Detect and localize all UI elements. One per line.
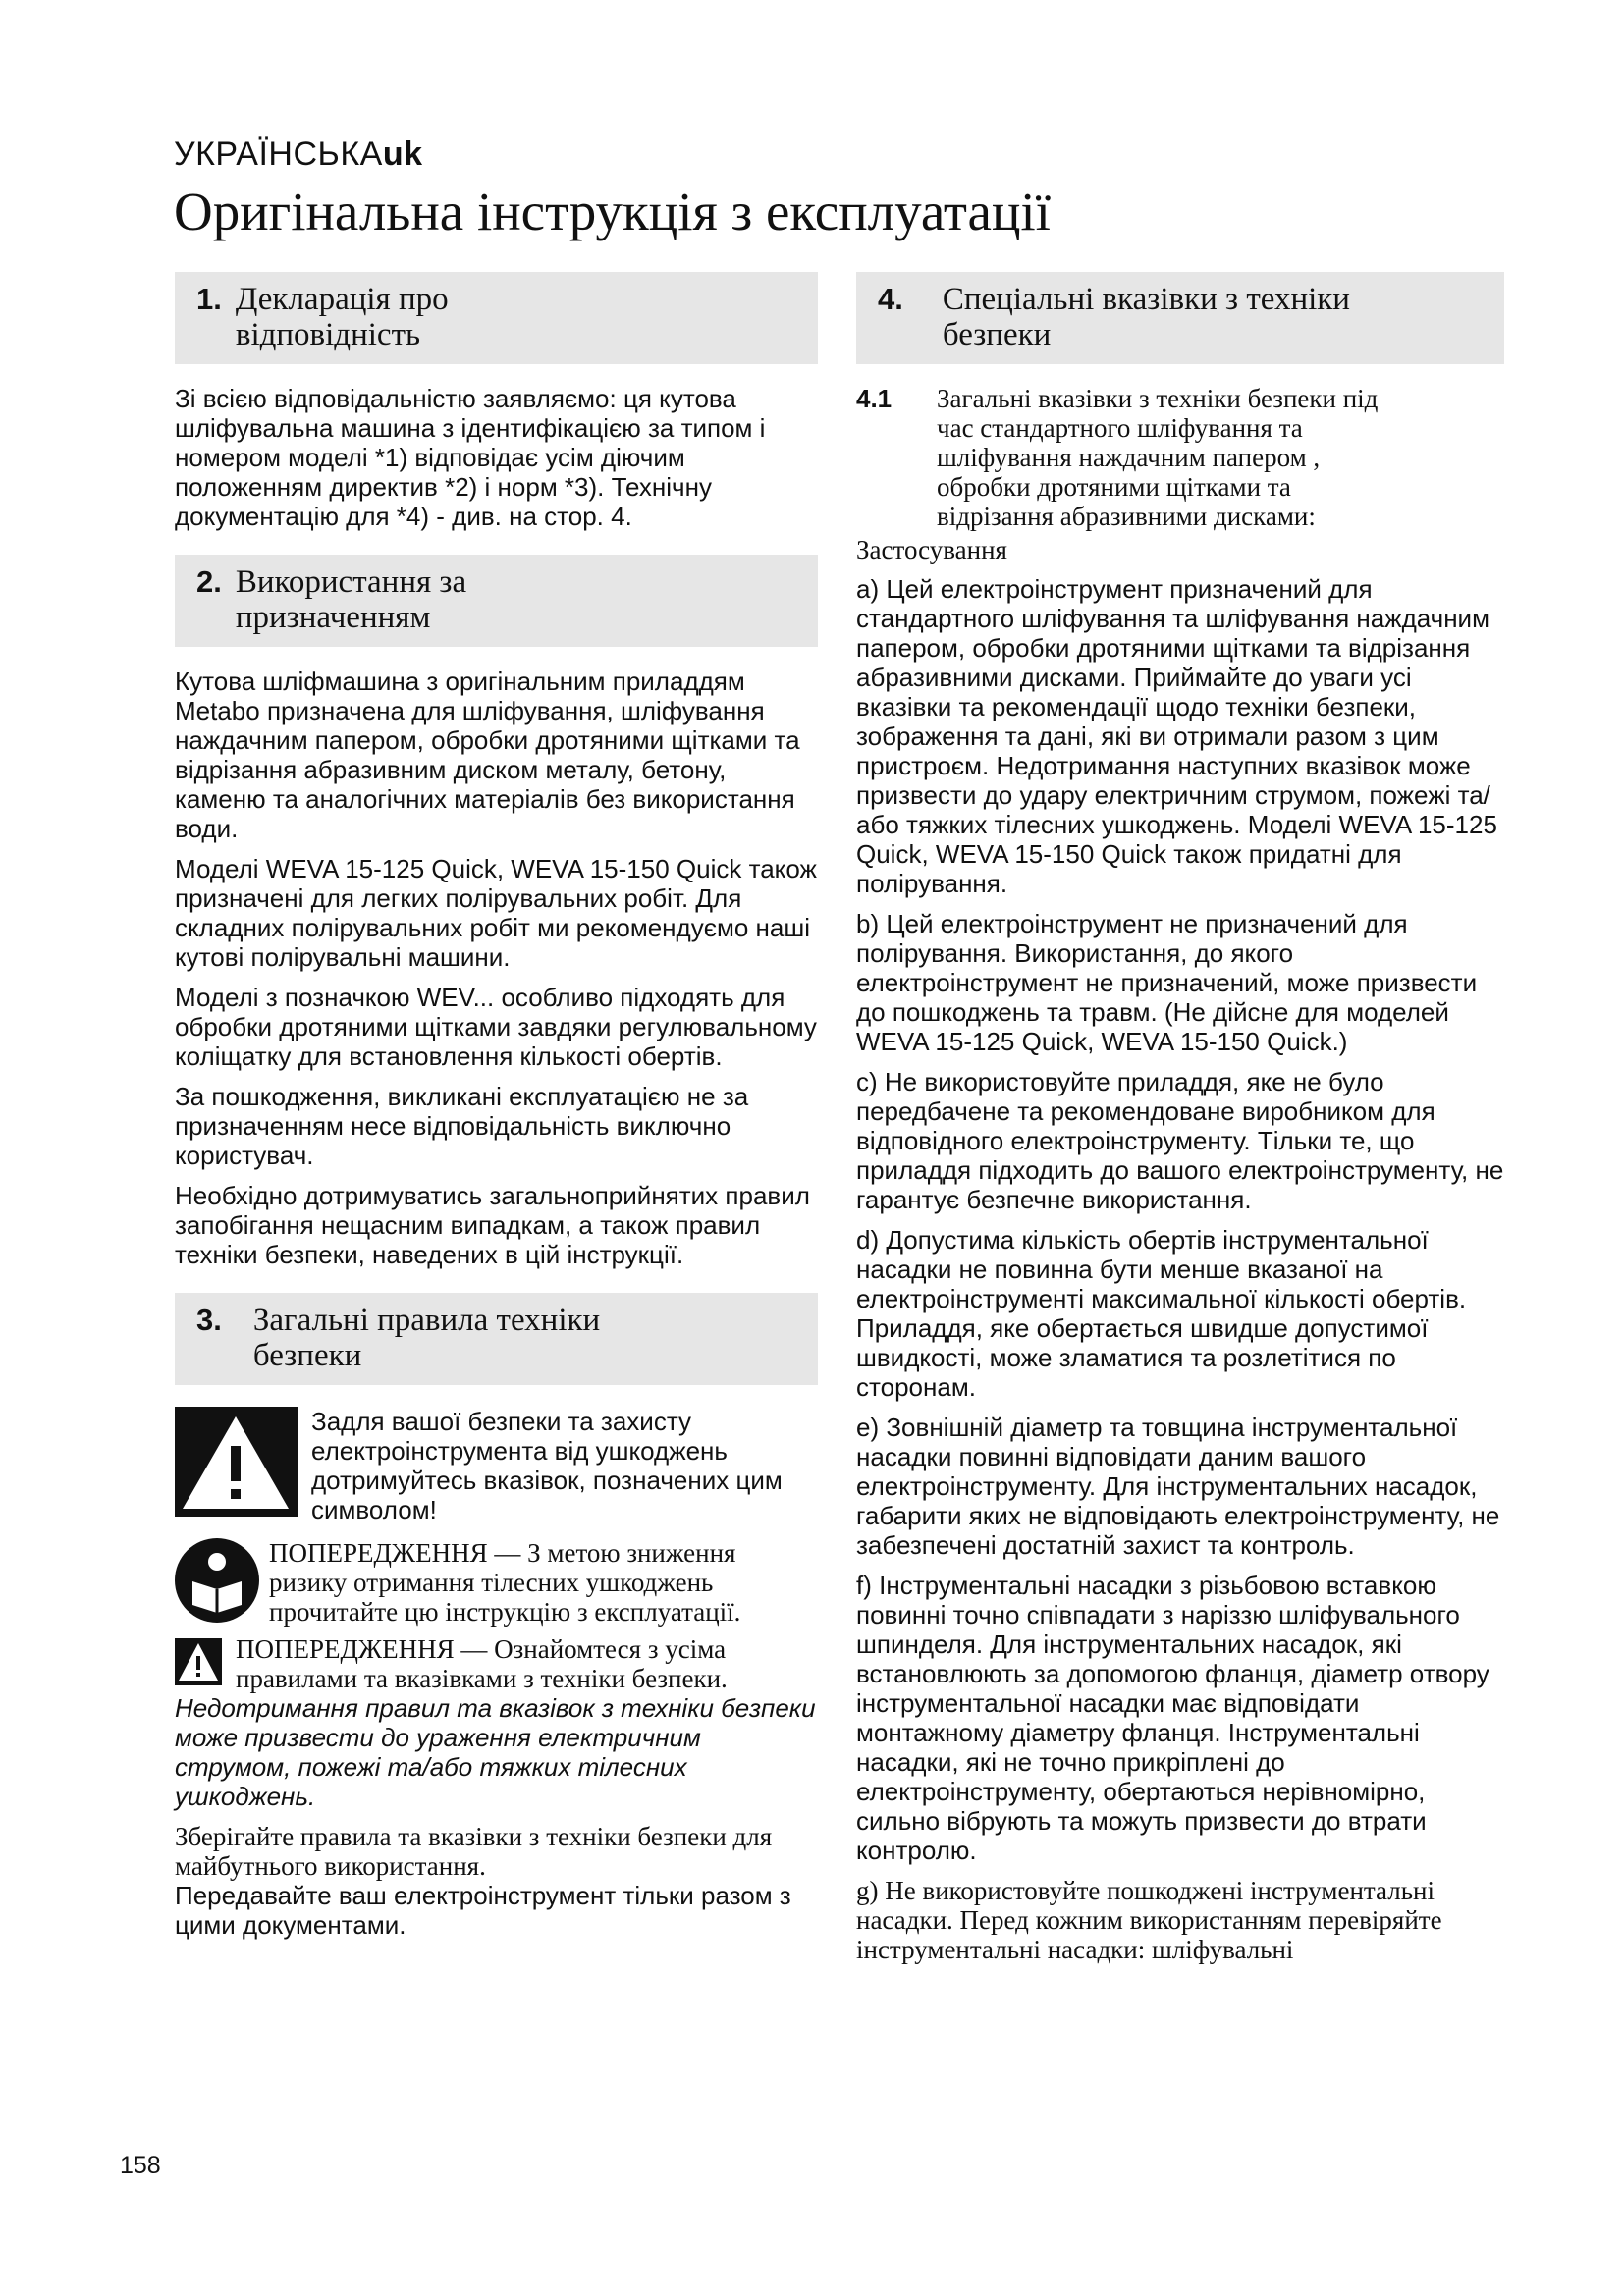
safety-item: e) Зовнішній діаметр та товщина інструментальної насадки повинні відповідати даним вашого електроінструменту. Для інструментальних насадок, габарити яких не відповідають електроінструменту, не забезпечені достатній захист та контроль. <box>856 1413 1500 1560</box>
safety-item: g) Не використовуйте пошкоджені інструментальні насадки. Перед кожним використанням перевіряйте інструментальні насадки: шліфувальні <box>856 1876 1442 1964</box>
page-title: Оригінальна інструкція з експлуатації <box>174 182 1051 241</box>
left-column <box>175 272 818 1940</box>
safety-item: b) Цей електроінструмент не призначений для полірування. Використання, до якого електроінструмент не призначений, може призвести до пошкоджень та травм. (Не дійсне для моделей WEVA 15-125 Quick, WEVA 15-150 Quick.) <box>856 909 1478 1056</box>
right-column <box>856 272 1504 1964</box>
section-1-heading: 1. Декларація про відповідність <box>175 272 818 364</box>
safety-symbol-block: Задля вашої безпеки та захисту електроінструмента від ушкоджень дотримуйтесь вказівок, позначених цим символом! <box>175 1407 818 1524</box>
pass-instructions: Передавайте ваш електроінструмент тільки разом з цими документами. <box>175 1881 791 1940</box>
safety-item: a) Цей електроінструмент призначений для стандартного шліфування та шліфування наждачним папером, обробки дротяними щітками та відрізання абразивними дисками. Приймайте до уваги усі вказівки та рекомендації щодо техніки безпеки, зображення та дані, які ви отримали разом з цим пристроєм. Недотримання наступних вказівок може призвести до удару електричним струмом, пожежі та/або тяжких тілесних ушкоджень. Моделі WEVA 15-125 Quick, WEVA 15-150 Quick також придатні для полірування. <box>856 574 1497 898</box>
keep-instructions: Зберігайте правила та вказівки з техніки безпеки для майбутнього використання. <box>175 1822 773 1881</box>
page-number: 158 <box>120 2152 161 2179</box>
warning-triangle-icon <box>175 1407 298 1517</box>
usage-paragraph: Моделі WEVA 15-125 Quick, WEVA 15-150 Quick також призначені для легких полірувальних робіт. Для складних полірувальних робіт ми рекомендуємо наші кутові полірувальні машини. <box>175 854 817 972</box>
section-2-heading: 2. Використання за призначенням <box>175 555 818 647</box>
usage-paragraph: Моделі з позначкою WEV... особливо підходять для обробки дротяними щітками завдяки регулювальному коліщатку для встановлення кількості обертів. <box>175 983 817 1071</box>
usage-paragraph: За пошкодження, викликані експлуатацією не за призначенням несе відповідальність виключно користувач. <box>175 1082 749 1170</box>
warning-small-triangle-icon <box>175 1638 222 1685</box>
warning-read-manual: ПОПЕРЕДЖЕННЯ — З метою зниження ризику отримання тілесних ушкоджень прочитайте цю інструкцію з експлуатації. <box>175 1538 818 1627</box>
language-label: УКРАЇНСЬКАuk <box>174 135 423 173</box>
safety-item: f) Інструментальні насадки з різьбовою вставкою повинні точно співпадати з наріззю шліфувального шпинделя. Для інструментальних насадок, які встановлюють за допомогою фланця, діаметр отвору інструментальної насадки має відповідати монтажному діаметру фланця. Інструментальні насадки, які не точно прикріплені до електроінструменту, обертаються нерівномірно, сильно вібрують та можуть призвести до втрати контролю. <box>856 1571 1489 1865</box>
safety-item: c) Не використовуйте приладдя, яке не було передбачене та рекомендоване виробником для відповідного електроінструменту. Тільки те, що приладдя підходить до вашого електроінструменту, не гарантує безпечне використання. <box>856 1067 1504 1214</box>
warning-read-rules: ПОПЕРЕДЖЕННЯ — Ознайомтеся з усіма правилами та вказівками з техніки безпеки. Недотримання правил та вказівок з техніки безпеки може призвести до ураження електричним струмом, пожежі та/або тяжких тілесних ушкоджень. <box>175 1634 816 1811</box>
declaration-text: Зі всією відповідальністю заявляємо: ця кутова шліфувальна машина з ідентифікацією за типом і номером моделі *1) відповідає усім діючим положенням директив *2) і норм *3). Технічну документацію для *4) - див. на стор. 4. <box>175 384 766 531</box>
section-3-heading: 3. Загальні правила техніки безпеки <box>175 1293 818 1385</box>
read-manual-icon <box>175 1538 259 1623</box>
usage-paragraph: Кутова шліфмашина з оригінальним приладдям Metabo призначена для шліфування, шліфування наждачним папером, обробки дротяними щітками та відрізання абразивним диском металу, бетону, каменю та аналогічних матеріалів без використання води. <box>175 667 800 843</box>
application-label: Застосування <box>856 535 1007 564</box>
section-4-heading: 4. Спеціальні вказівки з техніки безпеки <box>856 272 1504 364</box>
safety-item: d) Допустима кількість обертів інструментальної насадки не повинна бути менше вказаної на електроінструменті максимальної кількості обертів. Приладдя, яке обертається швидше допустимої швидкості, може зламатися та розлетітися по сторонам. <box>856 1225 1467 1402</box>
subsection-4-1: 4.1 Загальні вказівки з техніки безпеки під час стандартного шліфування та шліфування наждачним папером , обробки дротяними щітками та відрізання абразивними дисками: <box>856 384 1379 531</box>
usage-paragraph: Необхідно дотримуватись загальноприйнятих правил запобігання нещасним випадкам, а також правил техніки безпеки, наведених в цій інструкції. <box>175 1181 810 1269</box>
